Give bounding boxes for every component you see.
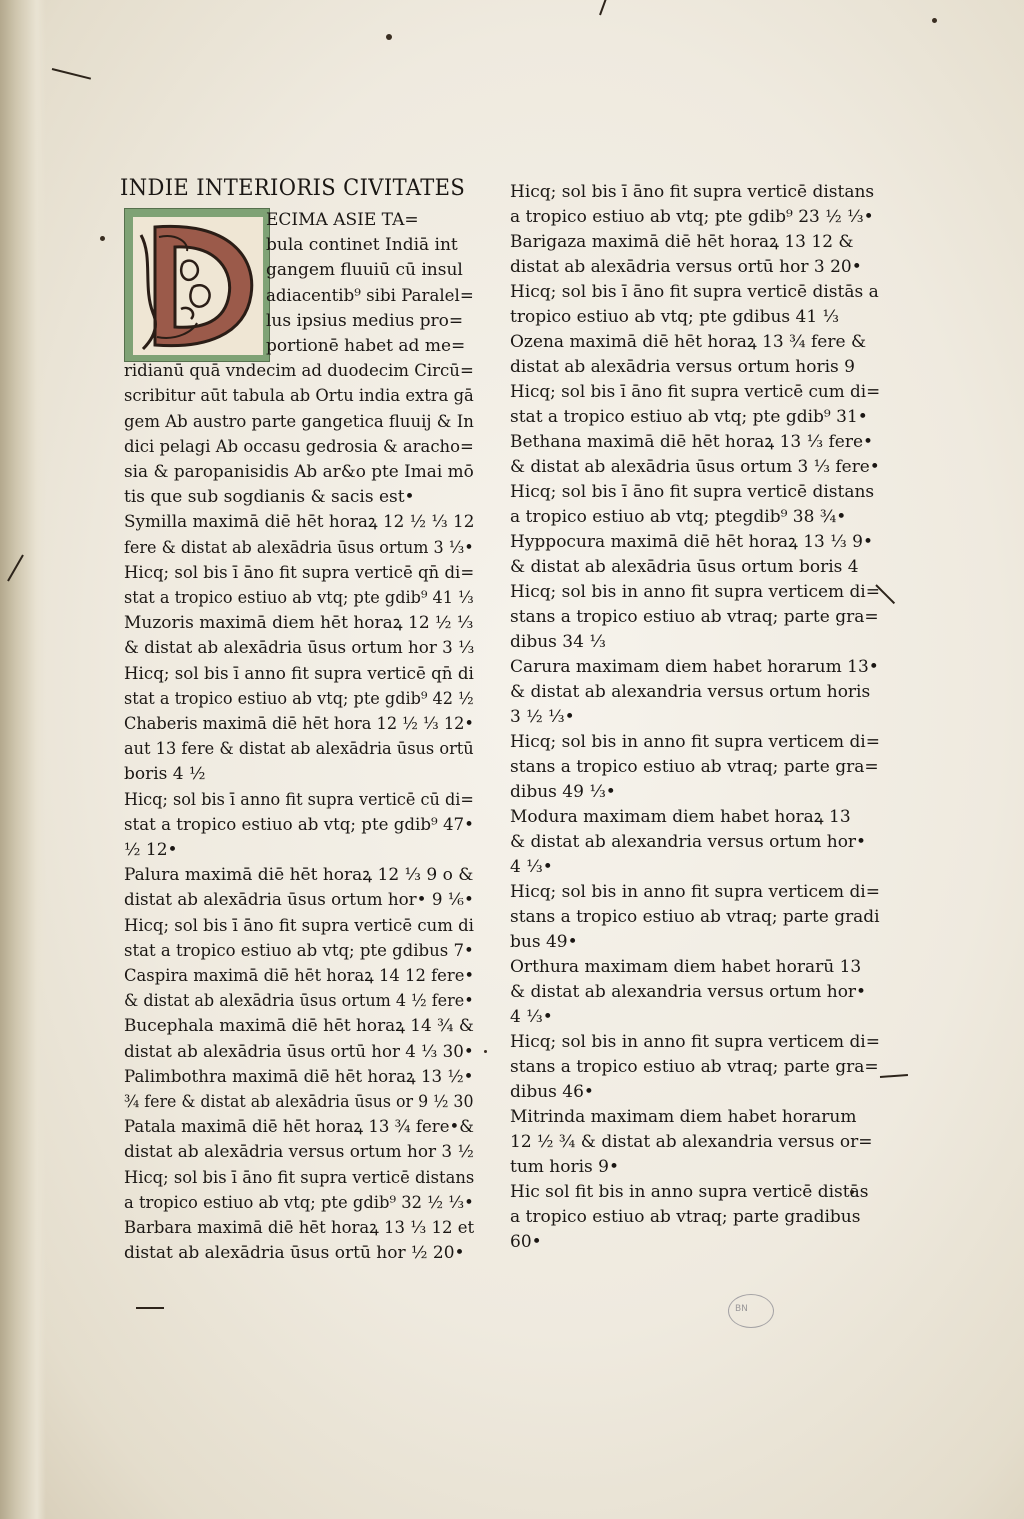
text-line: Caspira maximā diē hēt horaꝝ 14 12 fere• [124, 966, 475, 986]
text-line: Orthura maximam diem habet horarū 13 [510, 957, 862, 977]
text-line: Hicq; sol bis ī āno fit supra verticē distans [124, 1167, 475, 1188]
text-line: dici pelagi Ab occasu gedrosia & aracho= [124, 436, 474, 457]
text-line: stans a tropico estiuo ab vtraq; parte gradi [510, 907, 880, 927]
text-line: Hic sol fit bis in anno supra verticē distās [510, 1182, 869, 1202]
text-line: tropico estiuo ab vtq; pte gdibus 41 ⅓ [510, 307, 840, 327]
text-line: a tropico estiuo ab vtq; pte gdib⁹ 32 ½ ⅓• [124, 1192, 474, 1213]
text-line: distat ab alexādria ūsus ortum hor• 9 ⅙• [124, 890, 474, 911]
text-line: a tropico estiuo ab vtq; pte gdib⁹ 23 ½ ⅓• [510, 207, 874, 227]
text-line: & distat ab alexādria ūsus ortum 4 ½ fere• [124, 991, 474, 1012]
text-line: stat a tropico estiuo ab vtq; pte gdibus 7• [124, 940, 474, 961]
text-line: Hicq; sol bis in anno fit supra verticem di= [510, 1032, 880, 1052]
text-line: Hicq; sol bis ī āno fit supra verticē cum di [124, 915, 474, 936]
text-line: scribitur aūt tabula ab Ortu india extra gā [124, 386, 474, 407]
text-line: Barbara maximā diē hēt horaꝝ 13 ⅓ 12 et [124, 1218, 475, 1238]
text-line: gem Ab austro parte gangetica fluuij & In [124, 411, 474, 432]
text-line: Hicq; sol bis ī anno fit supra verticē qn̄ di [124, 663, 474, 684]
text-line: Palimbothra maximā diē hēt horaꝝ 13 ½• [124, 1066, 474, 1087]
text-line: dibus 46• [510, 1082, 594, 1102]
text-line: 4 ⅓• [510, 1007, 553, 1027]
text-line: Hyppocura maximā diē hēt horaꝝ 13 ⅓ 9• [510, 532, 873, 552]
text-line: Hicq; sol bis ī āno fit supra verticē distās a [510, 282, 879, 302]
text-line: stat a tropico estiuo ab vtq; pte gdib⁹ 47• [124, 814, 474, 835]
decorated-initial [124, 208, 270, 362]
foxing-spot [386, 34, 392, 40]
page-gutter [0, 0, 46, 1519]
text-line: Hicq; sol bis in anno fit supra verticem di= [510, 882, 880, 902]
marginal-stroke [880, 1074, 908, 1078]
text-line: lus ipsius medius pro= [266, 310, 464, 331]
text-line: Bucephala maximā diē hēt horaꝝ 14 ¾ & [124, 1016, 474, 1037]
text-line: stat a tropico estiuo ab vtq; pte gdib⁹ 41 ⅓ [124, 588, 474, 608]
text-line: distat ab alexādria versus ortū hor 3 20• [510, 257, 862, 277]
marginal-stroke [136, 1307, 164, 1309]
page-heading: INDIE INTERIORIS CIVITATES [120, 176, 466, 201]
text-line: Chaberis maximā diē hēt hora 12 ½ ⅓ 12• [124, 714, 474, 734]
text-line: ECIMA ASIE TA= [266, 210, 419, 230]
text-line: distat ab alexādria versus ortum hor 3 ½ [124, 1142, 474, 1163]
text-line: fere & distat ab alexādria ūsus ortum 3 ⅓• [124, 537, 474, 558]
text-line: & distat ab alexādria ūsus ortum hor 3 ⅓ [124, 638, 475, 659]
text-line: adiacentib⁹ sibi Paralel= [266, 285, 474, 306]
foxing-spot [484, 1050, 487, 1053]
text-line: Hicq; sol bis in anno fit supra verticem di= [510, 582, 880, 602]
initial-letter-d-icon [133, 217, 263, 355]
text-line: aut 13 fere & distat ab alexādria ūsus ortū [124, 739, 474, 760]
text-line: distat ab alexādria versus ortum horis 9 [510, 357, 855, 377]
text-line: Barigaza maximā diē hēt horaꝝ 13 12 & [510, 232, 854, 252]
text-line: stans a tropico estiuo ab vtraq; parte gra= [510, 757, 879, 777]
text-line: bus 49• [510, 932, 578, 952]
text-line: Patala maximā diē hēt horaꝝ 13 ¾ fere•& [124, 1117, 474, 1138]
text-line: & distat ab alexandria versus ortum horis [510, 682, 871, 702]
text-line: portionē habet ad me= [266, 336, 466, 356]
text-line: Hicq; sol bis ī āno fit supra verticē distans [510, 182, 875, 202]
text-line: Hicq; sol bis ī āno fit supra verticē qn̄ di= [124, 562, 475, 583]
text-line: Mitrinda maximam diem habet horarum [510, 1107, 857, 1127]
text-line: Muzoris maximā diem hēt horaꝝ 12 ½ ⅓ [124, 613, 474, 634]
text-line: boris 4 ½ [124, 764, 206, 785]
text-line: tis que sub sogdianis & sacis est• [124, 487, 415, 508]
text-line: & distat ab alexādria ūsus ortum boris 4 [510, 557, 859, 577]
text-line: stat a tropico estiuo ab vtq; pte gdib⁹ 31• [510, 407, 868, 427]
text-line: a tropico estiuo ab vtraq; parte gradibus [510, 1207, 861, 1227]
text-line: stans a tropico estiuo ab vtraq; parte gra= [510, 607, 879, 627]
text-line: dibus 34 ⅓ [510, 632, 606, 652]
text-line: distat ab alexādria ūsus ortū hor 4 ⅓ 30• [124, 1041, 474, 1062]
foxing-spot [100, 236, 105, 241]
text-line: Hicq; sol bis ī anno fit supra verticē cū di= [124, 789, 474, 810]
text-line: gangem fluuiū cū insul [266, 260, 463, 281]
text-line: 60• [510, 1232, 542, 1252]
text-line: distat ab alexādria ūsus ortū hor ½ 20• [124, 1243, 465, 1264]
text-line: & distat ab alexandria versus ortum hor• [510, 982, 867, 1002]
library-stamp: BN [728, 1294, 774, 1328]
text-line: stat a tropico estiuo ab vtq; pte gdib⁹ 42 ½ [124, 688, 474, 709]
text-line: 12 ½ ¾ & distat ab alexandria versus or= [510, 1132, 873, 1152]
text-line: Hicq; sol bis ī āno fit supra verticē cum di= [510, 382, 881, 402]
text-line: Bethana maximā diē hēt horaꝝ 13 ⅓ fere• [510, 432, 874, 452]
text-line: dibus 49 ⅓• [510, 782, 616, 802]
text-line: Carura maximam diem habet horarum 13• [510, 657, 879, 677]
text-line: 4 ⅓• [510, 857, 553, 877]
text-line: tum horis 9• [510, 1157, 620, 1177]
text-line: & distat ab alexādria ūsus ortum 3 ⅓ fere• [510, 457, 880, 477]
text-line: & distat ab alexandria versus ortum hor• [510, 832, 867, 852]
text-line: ridianū quā vndecim ad duodecim Circū= [124, 361, 474, 382]
text-line: Ozena maximā diē hēt horaꝝ 13 ¾ fere & [510, 332, 867, 352]
marginal-stroke [52, 68, 91, 80]
text-line: Modura maximam diem habet horaꝝ 13 [510, 807, 851, 827]
text-line: Palura maximā diē hēt horaꝝ 12 ⅓ 9 o & [124, 865, 474, 886]
text-line: Hicq; sol bis in anno fit supra verticem di= [510, 732, 880, 752]
foxing-spot [932, 18, 937, 23]
text-line: 3 ½ ⅓• [510, 707, 575, 727]
text-line: stans a tropico estiuo ab vtraq; parte gra= [510, 1057, 879, 1077]
text-line: ¾ fere & distat ab alexādria ūsus or 9 ½ 30 [124, 1092, 474, 1112]
text-line: ½ 12• [124, 840, 178, 860]
text-line: Hicq; sol bis ī āno fit supra verticē distans [510, 482, 875, 502]
text-line: Symilla maximā diē hēt horaꝝ 12 ½ ⅓ 12 [124, 512, 475, 533]
marginal-stroke [599, 0, 607, 15]
text-line: sia & paropanisidis Ab ar&o pte Imai mō [124, 462, 474, 482]
text-line: a tropico estiuo ab vtq; ptegdib⁹ 38 ¾• [510, 507, 847, 527]
text-line: bula continet Indiā int [266, 235, 458, 256]
